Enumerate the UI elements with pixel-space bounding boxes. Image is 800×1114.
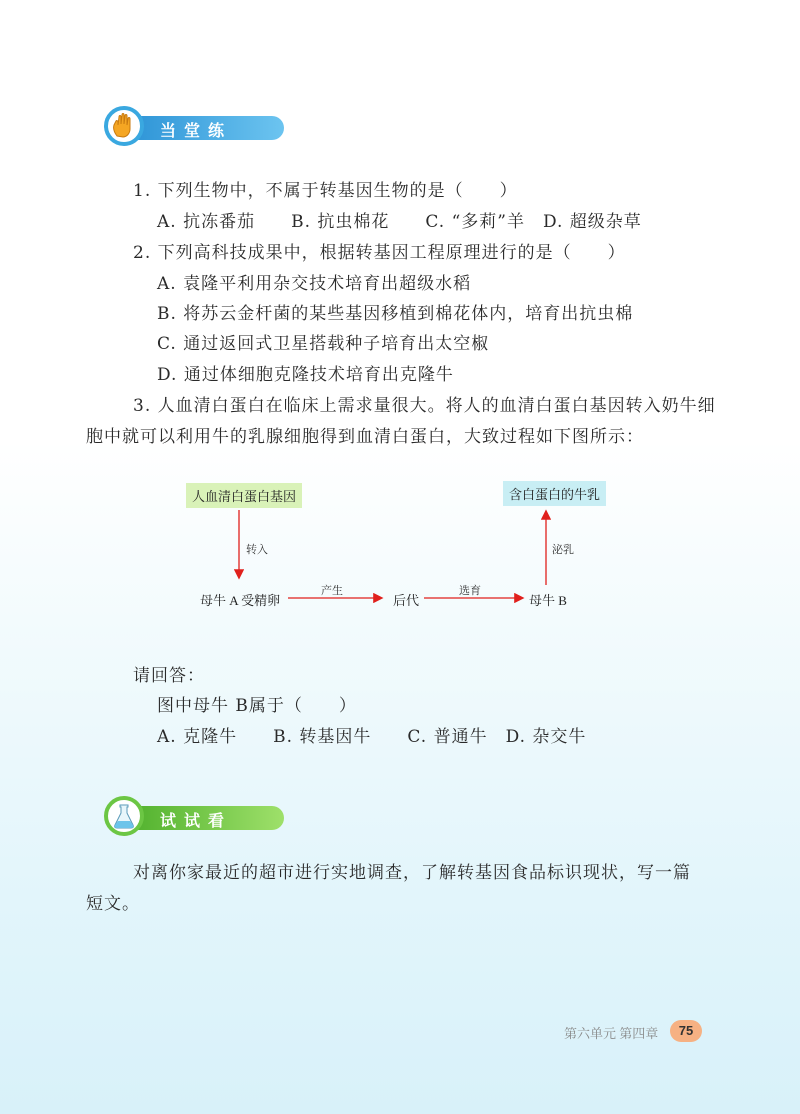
question-2-option-c: C. 通过返回式卫星搭载种子培育出太空椒 (157, 334, 490, 354)
milk-box: 含白蛋白的牛乳 (503, 481, 606, 506)
question-3-sub-question: 图中母牛 B属于（ ） (157, 696, 357, 716)
question-3-stem-line-1: 3. 人血清白蛋白在临床上需求量很大。将人的血清白蛋白基因转入奶牛细 (133, 396, 716, 416)
label-lactate: 泌乳 (552, 544, 574, 556)
question-1-stem: 1. 下列生物中，不属于转基因生物的是（ ） (133, 181, 518, 201)
section-banner-try (104, 802, 284, 832)
node-cow-b: 母牛 B (529, 593, 567, 608)
question-2-stem: 2. 下列高科技成果中，根据转基因工程原理进行的是（ ） (133, 243, 626, 263)
flask-icon (104, 796, 144, 836)
question-3-stem-line-2: 胞中就可以利用牛的乳腺细胞得到血清白蛋白，大致过程如下图所示： (86, 427, 644, 447)
gene-box: 人血清白蛋白基因 (186, 483, 302, 508)
label-produce: 产生 (321, 585, 343, 597)
node-offspring: 后代 (393, 593, 420, 608)
question-2-option-d: D. 通过体细胞克隆技术培育出克隆牛 (157, 365, 454, 385)
label-transfer: 转入 (246, 544, 268, 556)
try-text-line-1: 对离你家最近的超市进行实地调查，了解转基因食品标识现状，写一篇 (133, 863, 691, 883)
question-3-options: A. 克隆牛 B. 转基因牛 C. 普通牛 D. 杂交牛 (157, 727, 587, 747)
node-fertilized-egg: 母牛 A 受精卵 (200, 593, 281, 608)
question-3-prompt: 请回答： (133, 666, 205, 686)
try-text-line-2: 短文。 (86, 894, 140, 914)
label-select: 选育 (459, 585, 481, 597)
question-2-option-a: A. 袁隆平利用杂交技术培育出超级水稻 (157, 274, 472, 294)
question-1-options: A. 抗冻番茄 B. 抗虫棉花 C. “多莉”羊 D. 超级杂草 (157, 212, 642, 232)
chapter-label: 第六单元 第四章 (564, 1026, 659, 1041)
banner-title: 试试看 (160, 811, 233, 830)
question-2-option-b: B. 将苏云金杆菌的某些基因移植到棉花体内，培育出抗虫棉 (157, 304, 634, 324)
banner-title: 当堂练 (160, 121, 233, 140)
page-number: 75 (670, 1020, 702, 1042)
